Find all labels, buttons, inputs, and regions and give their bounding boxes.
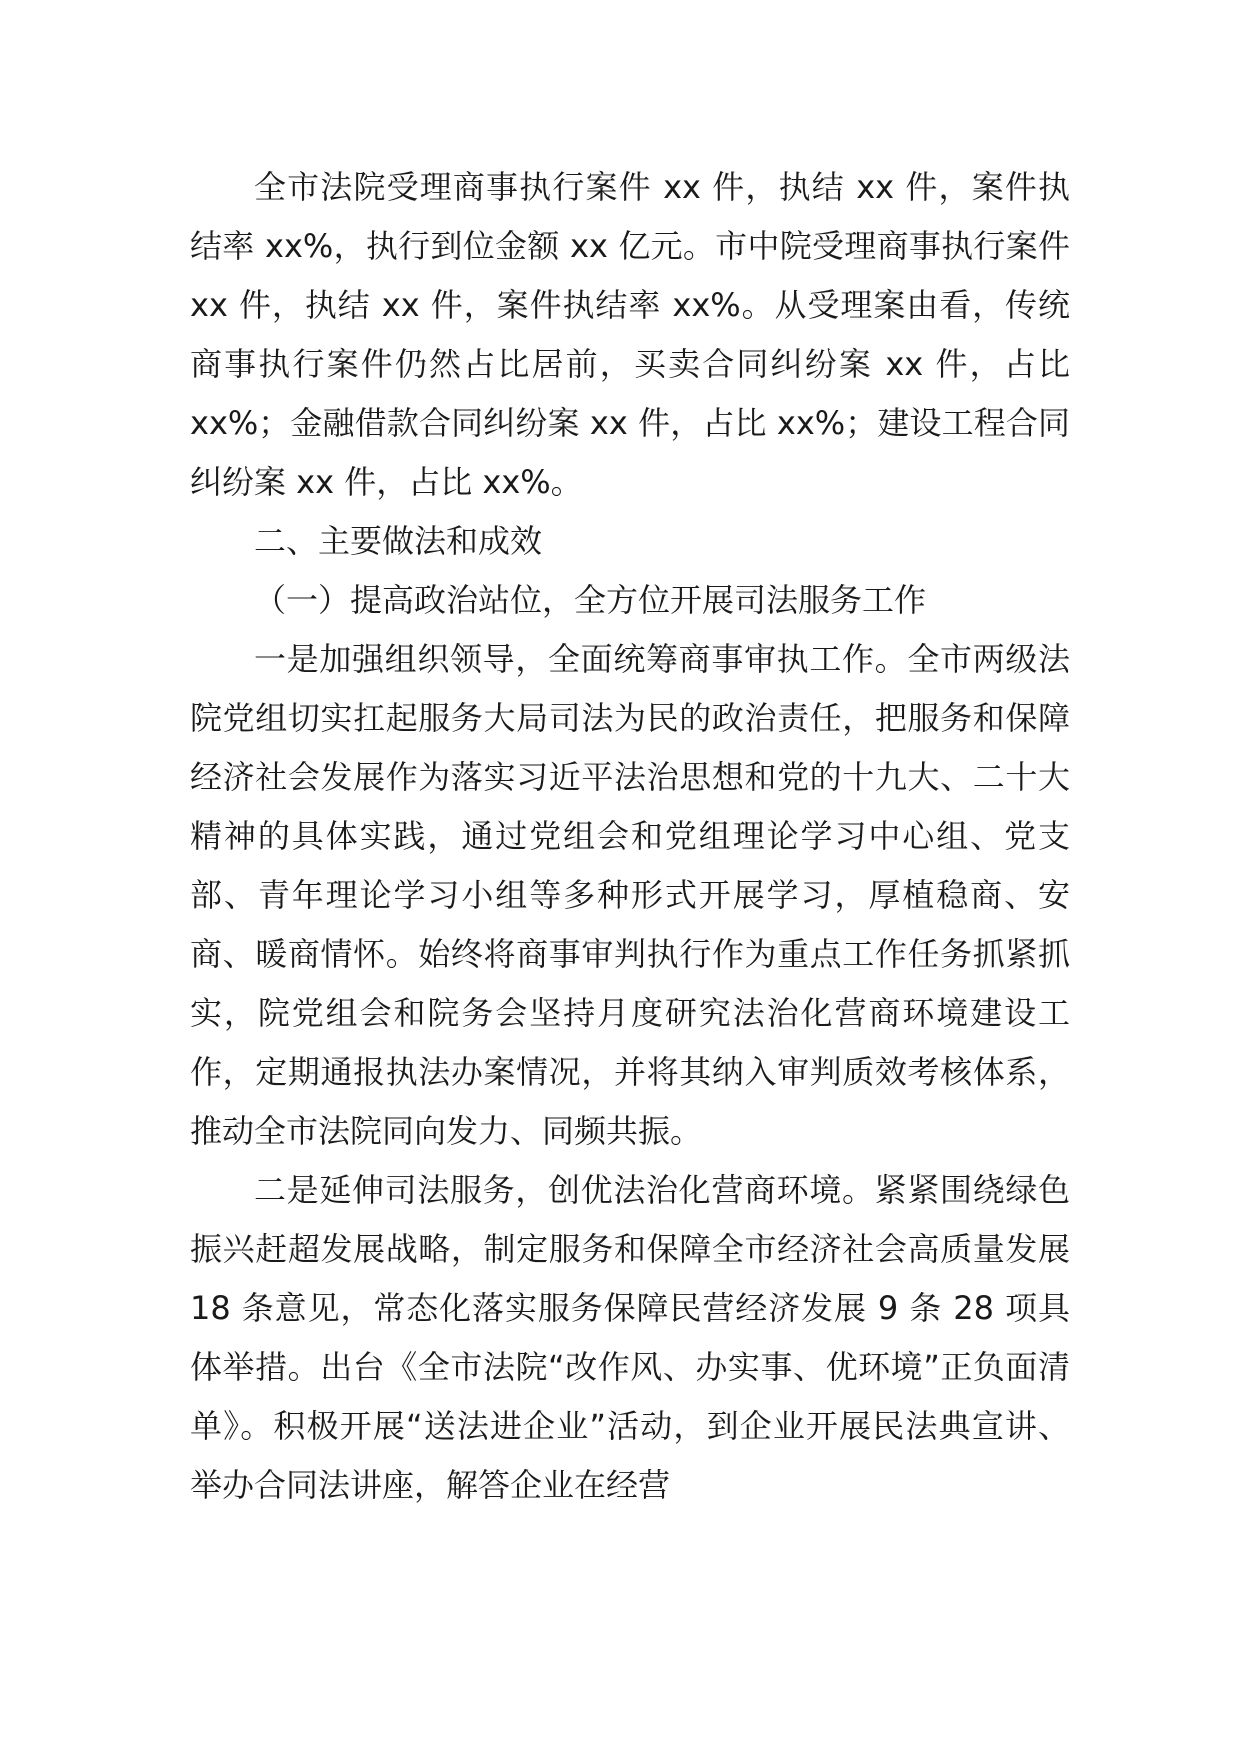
paragraph-case-statistics: 全市法院受理商事执行案件 xx 件，执结 xx 件，案件执结率 xx%，执行到位金额 xx 亿元。市中院受理商事执行案件 xx 件，执结 xx 件，案件执结率 xx%。从受理案由看，传统商事执行案件仍然占比居前，买卖合同纠纷案 xx 件，占比 xx%；金融借款合同纠纷案 xx 件，占比 xx%；建设工程合同纠纷案 xx 件，占比 xx%。	[190, 168, 1070, 501]
section-heading-main-practices: 二、主要做法和成效	[254, 522, 543, 560]
document-body	[190, 158, 1070, 1515]
subsection-heading-political-stance: （一）提高政治站位，全方位开展司法服务工作	[254, 581, 927, 619]
paragraph-organizational-leadership: 一是加强组织领导，全面统筹商事审执工作。全市两级法院党组切实扛起服务大局司法为民的政治责任，把服务和保障经济社会发展作为落实习近平法治思想和党的十九大、二十大精神的具体实践，通过党组会和党组理论学习中心组、党支部、青年理论学习小组等多种形式开展学习，厚植稳商、安商、暖商情怀。始终将商事审判执行作为重点工作任务抓紧抓实，院党组会和院务会坚持月度研究法治化营商环境建设工作，定期通报执法办案情况，并将其纳入审判质效考核体系，推动全市法院同向发力、同频共振。	[190, 640, 1070, 1150]
paragraph-judicial-services: 二是延伸司法服务，创优法治化营商环境。紧紧围绕绿色振兴赶超发展战略，制定服务和保障全市经济社会高质量发展 18 条意见，常态化落实服务保障民营经济发展 9 条 28 项具体举措。出台《全市法院“改作风、办实事、优环境”正负面清单》。积极开展“送法进企业”活动，到企业开展民法典宣讲、举办合同法讲座，解答企业在经营	[190, 1171, 1070, 1504]
